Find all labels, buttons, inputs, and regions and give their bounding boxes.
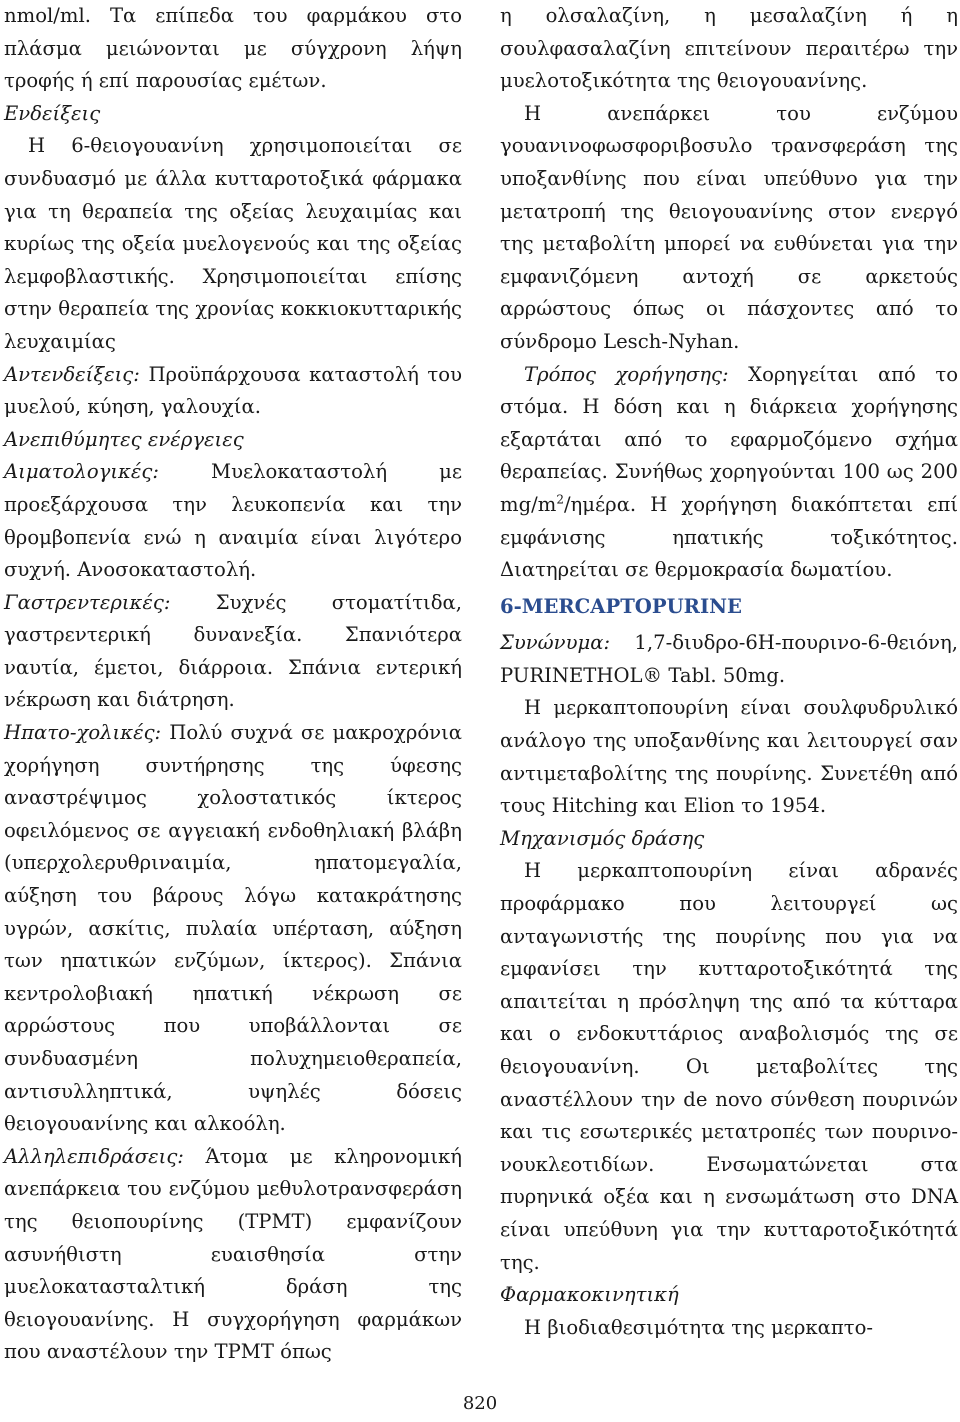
hematologic-text: Μυελοκαταστολή με προεξάρχουσα την λευκοπενία και την θρομβοπενία ενώ η αναιμία είναι λιγότερο συχνή. Ανοσοκαταστολή. (4, 460, 462, 582)
contraindications-text: Προϋπάρχουσα καταστολή του μυελού, κύηση, γαλουχία. (4, 362, 462, 419)
heading-pharmacokinetics: Φαρμακοκινητική (500, 1283, 679, 1307)
paragraph-gastrointestinal (4, 587, 462, 717)
administration-text-b: /ημέρα. Η χορήγηση διακόπτεται επί εμφάνισης ηπατικής τοξικότητος. Διατηρείται σε θερμοκρασία δωματίου. (500, 492, 958, 582)
gastrointestinal-text: Συχνές στοματίτιδα, γαστρεντερική δυνανεξία. Σπανιότερα ναυτία, έμετοι, διάρροια. Σπάνια εντερική νέκρωση και διάτρηση. (4, 590, 462, 712)
heading-adverse-effects: Ανεπιθύμητες ενέργειες (4, 427, 244, 451)
heading-mechanism: Μηχανισμός δράσης (500, 826, 705, 850)
hepatobiliary-label: Ηπατο-χολικές: (4, 721, 162, 745)
synonyms-text: 1,7-διυδρο-6Η-πουρινο-6-θειόνη, PURINETHOL® Tabl. 50mg. (500, 631, 958, 687)
heading-indications: Ενδείξεις (4, 101, 101, 125)
paragraph-mechanism: Η μερκαπτοπουρίνη είναι αδρανές προφάρμακο που λειτουργεί ως ανταγωνιστής της πουρίνης που για να εμφανίσει την κυτταροτοξικότητά της απαιτείται η πρόσληψη της από τα κύτταρα και ο ενδοκυττάριος αναβολισμός της σε θειογουανίνη. Οι μεταβολίτες της αναστέλλουν την de novo σύνθεση πουρινών και τις εσωτερικές μετατροπές των πουρινο-νουκλεοτιδίων. Ενσωματώνεται στα πυρηνικά οξέα και η ενσωμάτωση στο DNA είναι υπεύθυνη για την κυτταροτοξικότητά της. (500, 859, 958, 1274)
paragraph-enzyme-deficiency: Η ανεπάρκει του ενζύμου γουανινοφωσφοριβοσυλο τρανσφεράση της υποξανθίνης που είναι υπεύθυνο για την μετατροπή της θειογουανίνης στον ενεργό της μεταβολίτη μπορεί να ευθύνεται για την εμφανιζόμενη αντοχή σε αρκετούς αρρώστους όπως οι πάσχοντες από το σύνδρομο Lesch-Nyhan. (500, 101, 958, 353)
hepatobiliary-text: Πολύ συχνά σε μακροχρόνια χορήγηση συντήρησης της ύφεσης αναστρέψιμος χολοστατικός ίκτερος οφειλόμενος σε αγγειακή ενδοθηλιακή βλάβη (υπερχολερυθριναιμία, ηπατομεγαλία, αύξηση του βάρους λόγω κατακράτησης υγρών, ασκίτις, πυλαία υπέρταση, αύξηση των ηπατικών ενζύμων, ίκτερος). Σπάνια κεντρολοβιακή ηπατική νέκρωση σε αρρώστους που υποβάλλονται σε συνδυασμένη πολυχημειοθεραπεία, αντισυλληπτικά, υψηλές δόσεις θειογουανίνης και αλκοόλη. (4, 721, 462, 1136)
administration-text-a: Χορηγείται από το στόμα. Η δόση και η διάρκεια χορήγησης εξαρτάται από το εφαρμοζόμενο σχήμα θεραπείας. Συνήθως χορηγούνται 100 ως 200 mg/m (500, 362, 959, 516)
page-number: 820 (462, 1393, 498, 1414)
paragraph-pharmacokinetics: Η βιοδιαθεσιμότητα της μερκαπτο- (524, 1315, 874, 1339)
synonyms-label: Συνώνυμα: (500, 631, 611, 655)
paragraph-mercaptopurine-intro: Η μερκαπτοπουρίνη είναι σουλφυδρυλικό ανάλογο της υποξανθίνης και λειτουργεί σαν αντιμεταβολίτης της πουρίνης. Συνετέθη από τους Hitching και Elion το 1954. (500, 696, 958, 818)
section-heading-mercaptopurine: 6-MERCAPTOPURINE (500, 594, 742, 618)
interactions-text: Άτομα με κληρονομική ανεπάρκεια του ενζύμου μεθυλοτρανσφεράση της θειοπουρίνης (TPMT) εμφανίζουν ασυνήθιστη ευαισθησία στην μυελοκατασταλτική δράση της θειογουανίνης. Η συγχορήγηση φαρμάκων που αναστέλουν την TPMT όπως (4, 1144, 462, 1364)
paragraph-interactions-continued: η ολσαλαζίνη, η μεσαλαζίνη ή η σουλφασαλαζίνη επιτείνουν περαιτέρω την μυελοτοξικότητα της θειογουανίνης. (500, 4, 958, 93)
left-column (4, 0, 462, 1369)
paragraph-administration (500, 359, 958, 587)
paragraph-contraindications (4, 359, 462, 424)
hematologic-label: Αιματολογικές: (4, 460, 159, 484)
paragraph-synonyms (500, 627, 958, 692)
superscript-two: 2 (556, 492, 564, 507)
paragraph-indications: Η 6-θειογουανίνη χρησιμοποιείται σε συνδυασμό με άλλα κυτταροτοξικά φάρμακα για τη θεραπεία της οξείας λευχαιμίας και κυρίως της οξεία μυελογενούς και της οξείας λεμφοβλαστικής. Χρησιμοποιείται επίσης στην θεραπεία της χρονίας κοκκιοκυτταρικής λευχαιμίας (4, 134, 462, 353)
paragraph-absorption-end: nmol/ml. Τα επίπεδα του φαρμάκου στο πλάσμα μειώνονται με σύγχρονη λήψη τροφής ή επί παρουσίας εμέτων. (4, 4, 462, 93)
paragraph-interactions (4, 1141, 462, 1369)
administration-label: Τρόπος χορήγησης: (524, 362, 729, 386)
contraindications-label: Αντενδείξεις: (4, 362, 140, 386)
paragraph-hepatobiliary (4, 717, 462, 1141)
right-column (500, 0, 958, 1344)
interactions-label: Αλληλεπιδράσεις: (4, 1144, 184, 1168)
paragraph-hematologic (4, 456, 462, 586)
gastrointestinal-label: Γαστρεντερικές: (4, 590, 171, 614)
